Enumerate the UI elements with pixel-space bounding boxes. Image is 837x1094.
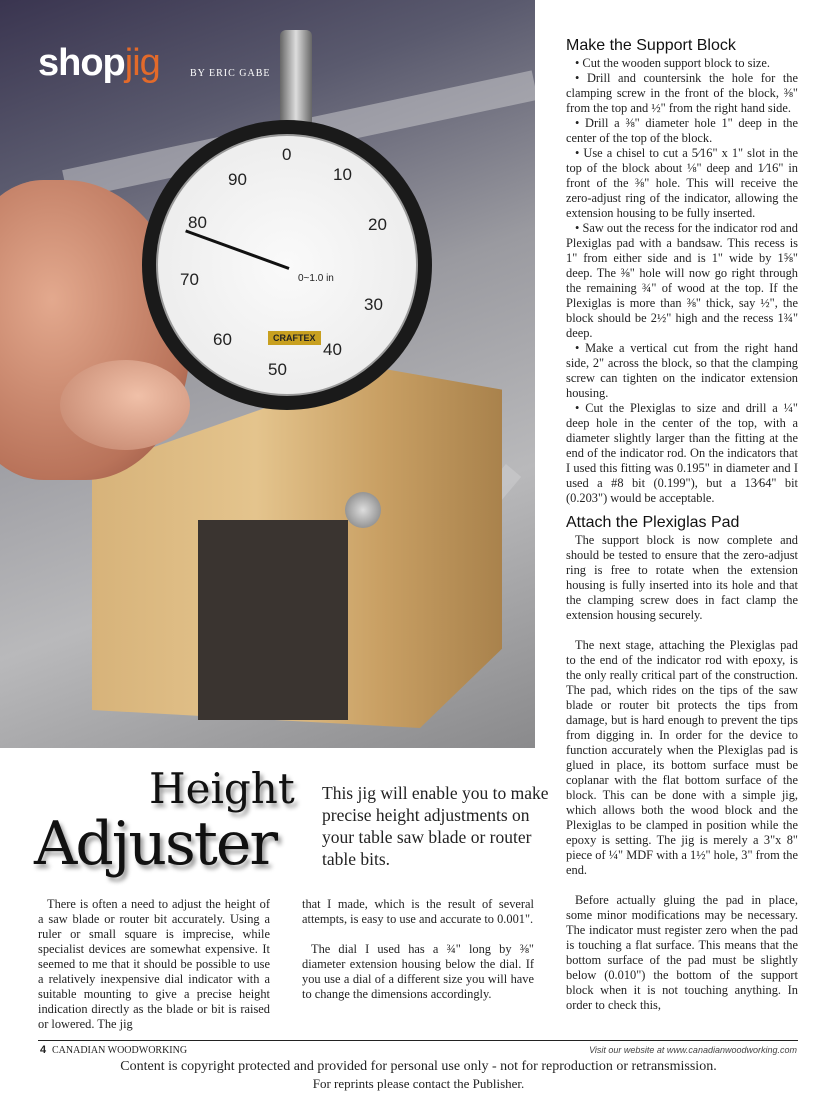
clamping-screw bbox=[345, 492, 381, 528]
title-line-2: Adjuster bbox=[34, 809, 277, 879]
article-deck: This jig will enable you to make precise height adjustments on your table saw blade or router table bits. bbox=[322, 783, 549, 869]
dial-number: 80 bbox=[188, 213, 207, 232]
dial-number: 30 bbox=[364, 295, 383, 314]
paragraph: • Saw out the recess for the indicator rod and Plexiglas pad with a bandsaw. This recess is 1" from either side and is 1" wide by 1⅝" deep. The ⅜" hole will now go right through the remaining ¾" of wood at the top. If the Plexiglas is more than ⅜" thick, say ½", the block should be 2½" high and the recess 1¾" deep. bbox=[566, 221, 798, 340]
paragraph: • Drill and countersink the hole for the clamping screw in the front of the block, ⅜" from the top and ½" from the right hand side. bbox=[566, 71, 798, 115]
dial-number: 70 bbox=[180, 270, 199, 289]
paragraph: The dial I used has a ¾" long by ⅜" diameter extension housing below the dial. If you use a dial of a different size you will have to change the dimensions accordingly. bbox=[302, 942, 534, 1001]
dial-number: 40 bbox=[323, 340, 342, 359]
paragraph: • Drill a ⅜" diameter hole 1" deep in the center of the top of the block. bbox=[566, 116, 798, 145]
dial-range: 0~1.0 in bbox=[298, 273, 334, 284]
reprints-notice: For reprints please contact the Publisher. bbox=[312, 1076, 525, 1091]
paragraph: • Use a chisel to cut a 5⁄16" x 1" slot in the top of the block about ⅛" deep and 1⁄16" in front of the ⅜" hole. This will receive the zero-adjust ring of the indicator, allowing the extension housing to be fully inserted. bbox=[566, 146, 798, 220]
section-heading: Attach the Plexiglas Pad bbox=[566, 514, 740, 531]
dial-needle bbox=[185, 229, 289, 269]
paragraph: • Cut the wooden support block to size. bbox=[575, 56, 770, 70]
magazine-name: CANADIAN WOODWORKING bbox=[52, 1045, 188, 1056]
intro-column-1 bbox=[38, 897, 270, 1032]
block-recess bbox=[198, 520, 348, 720]
paragraph: The support block is now complete and should be tested to ensure that the zero-adjust ring is free to rotate when the extension housing is fully inserted into its hole and that the clamping screw does in fact clamp the extension housing securely. bbox=[566, 533, 798, 622]
dial-number: 50 bbox=[268, 360, 287, 379]
logo-jig: jig bbox=[124, 42, 160, 84]
article-photo bbox=[0, 0, 535, 748]
dial-face bbox=[156, 134, 418, 396]
logo-shop: shop bbox=[38, 42, 125, 84]
paragraph: that I made, which is the result of several attempts, is easy to use and accurate to 0.001". bbox=[302, 897, 534, 926]
paragraph: The next stage, attaching the Plexiglas pad to the end of the indicator rod with epoxy, is the only really critical part of the construction. The pad, which rides on the tips of the saw blade or router bit protects the tips from damage, but is hard enough to prevent the tips from digging in. In order for the device to function accurately when the Plexiglas pad is glued in place, its bottom surface must be coplanar with the flat bottom surface of the block. This can be done with a simple jig, which allows both the wood block and the Plexiglas to be clamped in position while the epoxy is setting. The jig is merely a 3"x 8" piece of ¼" MDF with a 1½" hole, 3" from the end. bbox=[566, 638, 798, 877]
right-column bbox=[566, 37, 798, 1013]
dial-number: 10 bbox=[333, 165, 352, 184]
dial-number: 0 bbox=[282, 145, 292, 164]
dial-number: 90 bbox=[228, 170, 247, 189]
thumb bbox=[60, 360, 190, 450]
paragraph: Before actually gluing the pad in place, some minor modifications may be necessary. The indicator must register zero when the pad is touching a flat surface. This means that the bottom surface of the pad must be slightly below (0.010") the bottom of the support block when it is not touching anything. In order to check this, bbox=[566, 893, 798, 1012]
paragraph: • Cut the Plexiglas to size and drill a ¼" deep hole in the center of the top, with a diameter slightly larger than the fitting at the end of the indicator rod. On the indicators that I used this fitting was 0.195" in diameter and I used a #8 bit (0.199"), but a 13⁄64" bit (0.203") would be acceptable. bbox=[566, 401, 798, 505]
shopjig-logo bbox=[38, 44, 160, 82]
footer-rule bbox=[38, 1040, 798, 1041]
dial-brand: CRAFTEX bbox=[268, 331, 321, 345]
byline: BY ERIC GABE bbox=[190, 68, 271, 79]
dial-number: 20 bbox=[368, 215, 387, 234]
paragraph: There is often a need to adjust the height of a saw blade or router bit accurately. Using a ruler or small square is imprecise, while specialist devices are somewhat expensive. It seemed to me that it should be possible to use a relatively inexpensive dial indicator with a suitable mounting to give a precise height indication directly as the blade or bit is raised or lowered. The jig bbox=[38, 897, 270, 1031]
title-line-1: Height bbox=[149, 764, 295, 813]
dial-number: 60 bbox=[213, 330, 232, 349]
page-number: 4 bbox=[40, 1044, 47, 1056]
paragraph: • Make a vertical cut from the right hand side, 2" across the block, so that the clamping screw can tighten on the indicator extension housing. bbox=[566, 341, 798, 400]
dial-indicator bbox=[142, 120, 432, 410]
website-link[interactable]: Visit our website at www.canadianwoodworking.com bbox=[589, 1045, 797, 1055]
copyright-notice: Content is copyright protected and provided for personal use only - not for reproduction or retransmission. bbox=[120, 1059, 717, 1074]
section-heading: Make the Support Block bbox=[566, 37, 736, 54]
intro-column-2 bbox=[302, 897, 534, 1002]
